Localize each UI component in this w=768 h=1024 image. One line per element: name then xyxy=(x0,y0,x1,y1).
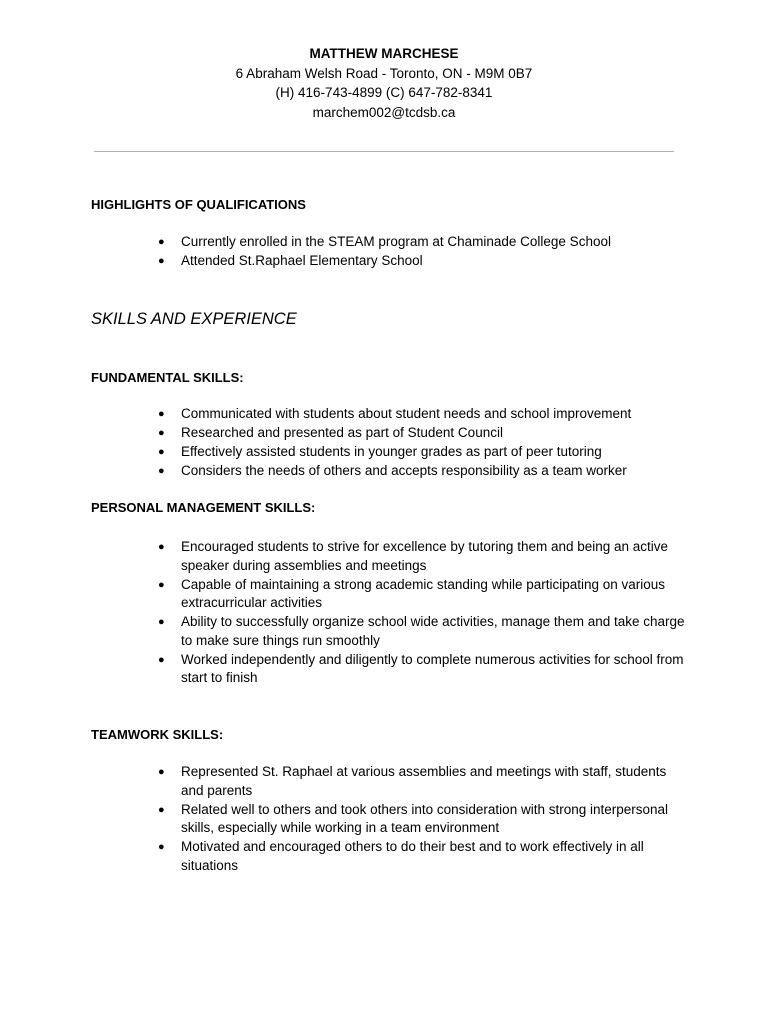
list-item: ● Effectively assisted students in younger grades as part of peer tutoring xyxy=(0,443,768,462)
bullet-icon: ● xyxy=(158,766,165,778)
contact-header xyxy=(0,44,768,122)
list-item: ● Related well to others and took others into consideration with strong interpersonal skills, especially while working in a team environment xyxy=(158,801,669,835)
teamwork-skills-list xyxy=(0,763,768,876)
list-item: ● Attended St.Raphael Elementary School xyxy=(0,252,768,271)
bullet-icon: ● xyxy=(158,616,165,628)
list-item: ● Currently enrolled in the STEAM program at Chaminade College School xyxy=(0,233,768,252)
bullet-icon: ● xyxy=(158,653,165,666)
bullet-icon: ● xyxy=(158,803,165,816)
personal-management-heading: PERSONAL MANAGEMENT SKILLS: xyxy=(91,500,316,515)
fundamental-skills-list xyxy=(0,405,768,481)
bullet-icon: ● xyxy=(158,408,165,420)
bullet-icon: ● xyxy=(158,446,165,458)
bullet-icon: ● xyxy=(158,255,165,267)
list-item: ● Worked independently and diligently to complete numerous activities for school from start to finish xyxy=(158,651,684,685)
teamwork-skills-heading: TEAMWORK SKILLS: xyxy=(91,727,224,742)
list-item: ● Represented St. Raphael at various assemblies and meetings with staff, students and parents xyxy=(158,764,667,798)
email-line: marchem002@tcdsb.ca xyxy=(312,104,456,120)
highlights-list xyxy=(0,233,768,271)
list-item: ● Ability to successfully organize school wide activities, manage them and take charge to make sure things run smoothly xyxy=(158,614,685,648)
bullet-icon: ● xyxy=(158,541,165,553)
list-item: ● Motivated and encouraged others to do their best and to work effectively in all situations xyxy=(158,839,644,873)
bullet-icon: ● xyxy=(158,236,165,248)
bullet-icon: ● xyxy=(158,465,165,477)
address-line: 6 Abraham Welsh Road - Toronto, ON - M9M 0B7 xyxy=(235,65,533,81)
bullet-icon: ● xyxy=(158,427,165,439)
list-item: ● Capable of maintaining a strong academic standing while participating on various extracurricular activities xyxy=(158,576,666,610)
skills-experience-heading: SKILLS AND EXPERIENCE xyxy=(91,310,297,328)
bullet-icon: ● xyxy=(158,841,165,853)
candidate-name: MATTHEW MARCHESE xyxy=(309,46,459,61)
list-item: ● Researched and presented as part of Student Council xyxy=(0,424,768,443)
list-item: ● Encouraged students to strive for excellence by tutoring them and being an active speaker during assemblies and meetings xyxy=(158,539,669,573)
highlights-heading: HIGHLIGHTS OF QUALIFICATIONS xyxy=(91,197,306,212)
list-item: ● Communicated with students about student needs and school improvement xyxy=(0,405,768,424)
personal-management-list xyxy=(0,538,768,688)
header-divider xyxy=(94,151,674,152)
phone-line: (H) 416-743-4899 (C) 647-782-8341 xyxy=(275,85,493,100)
fundamental-skills-heading: FUNDAMENTAL SKILLS: xyxy=(91,370,244,385)
list-item: ● Considers the needs of others and accepts responsibility as a team worker xyxy=(0,462,768,481)
bullet-icon: ● xyxy=(158,578,165,591)
